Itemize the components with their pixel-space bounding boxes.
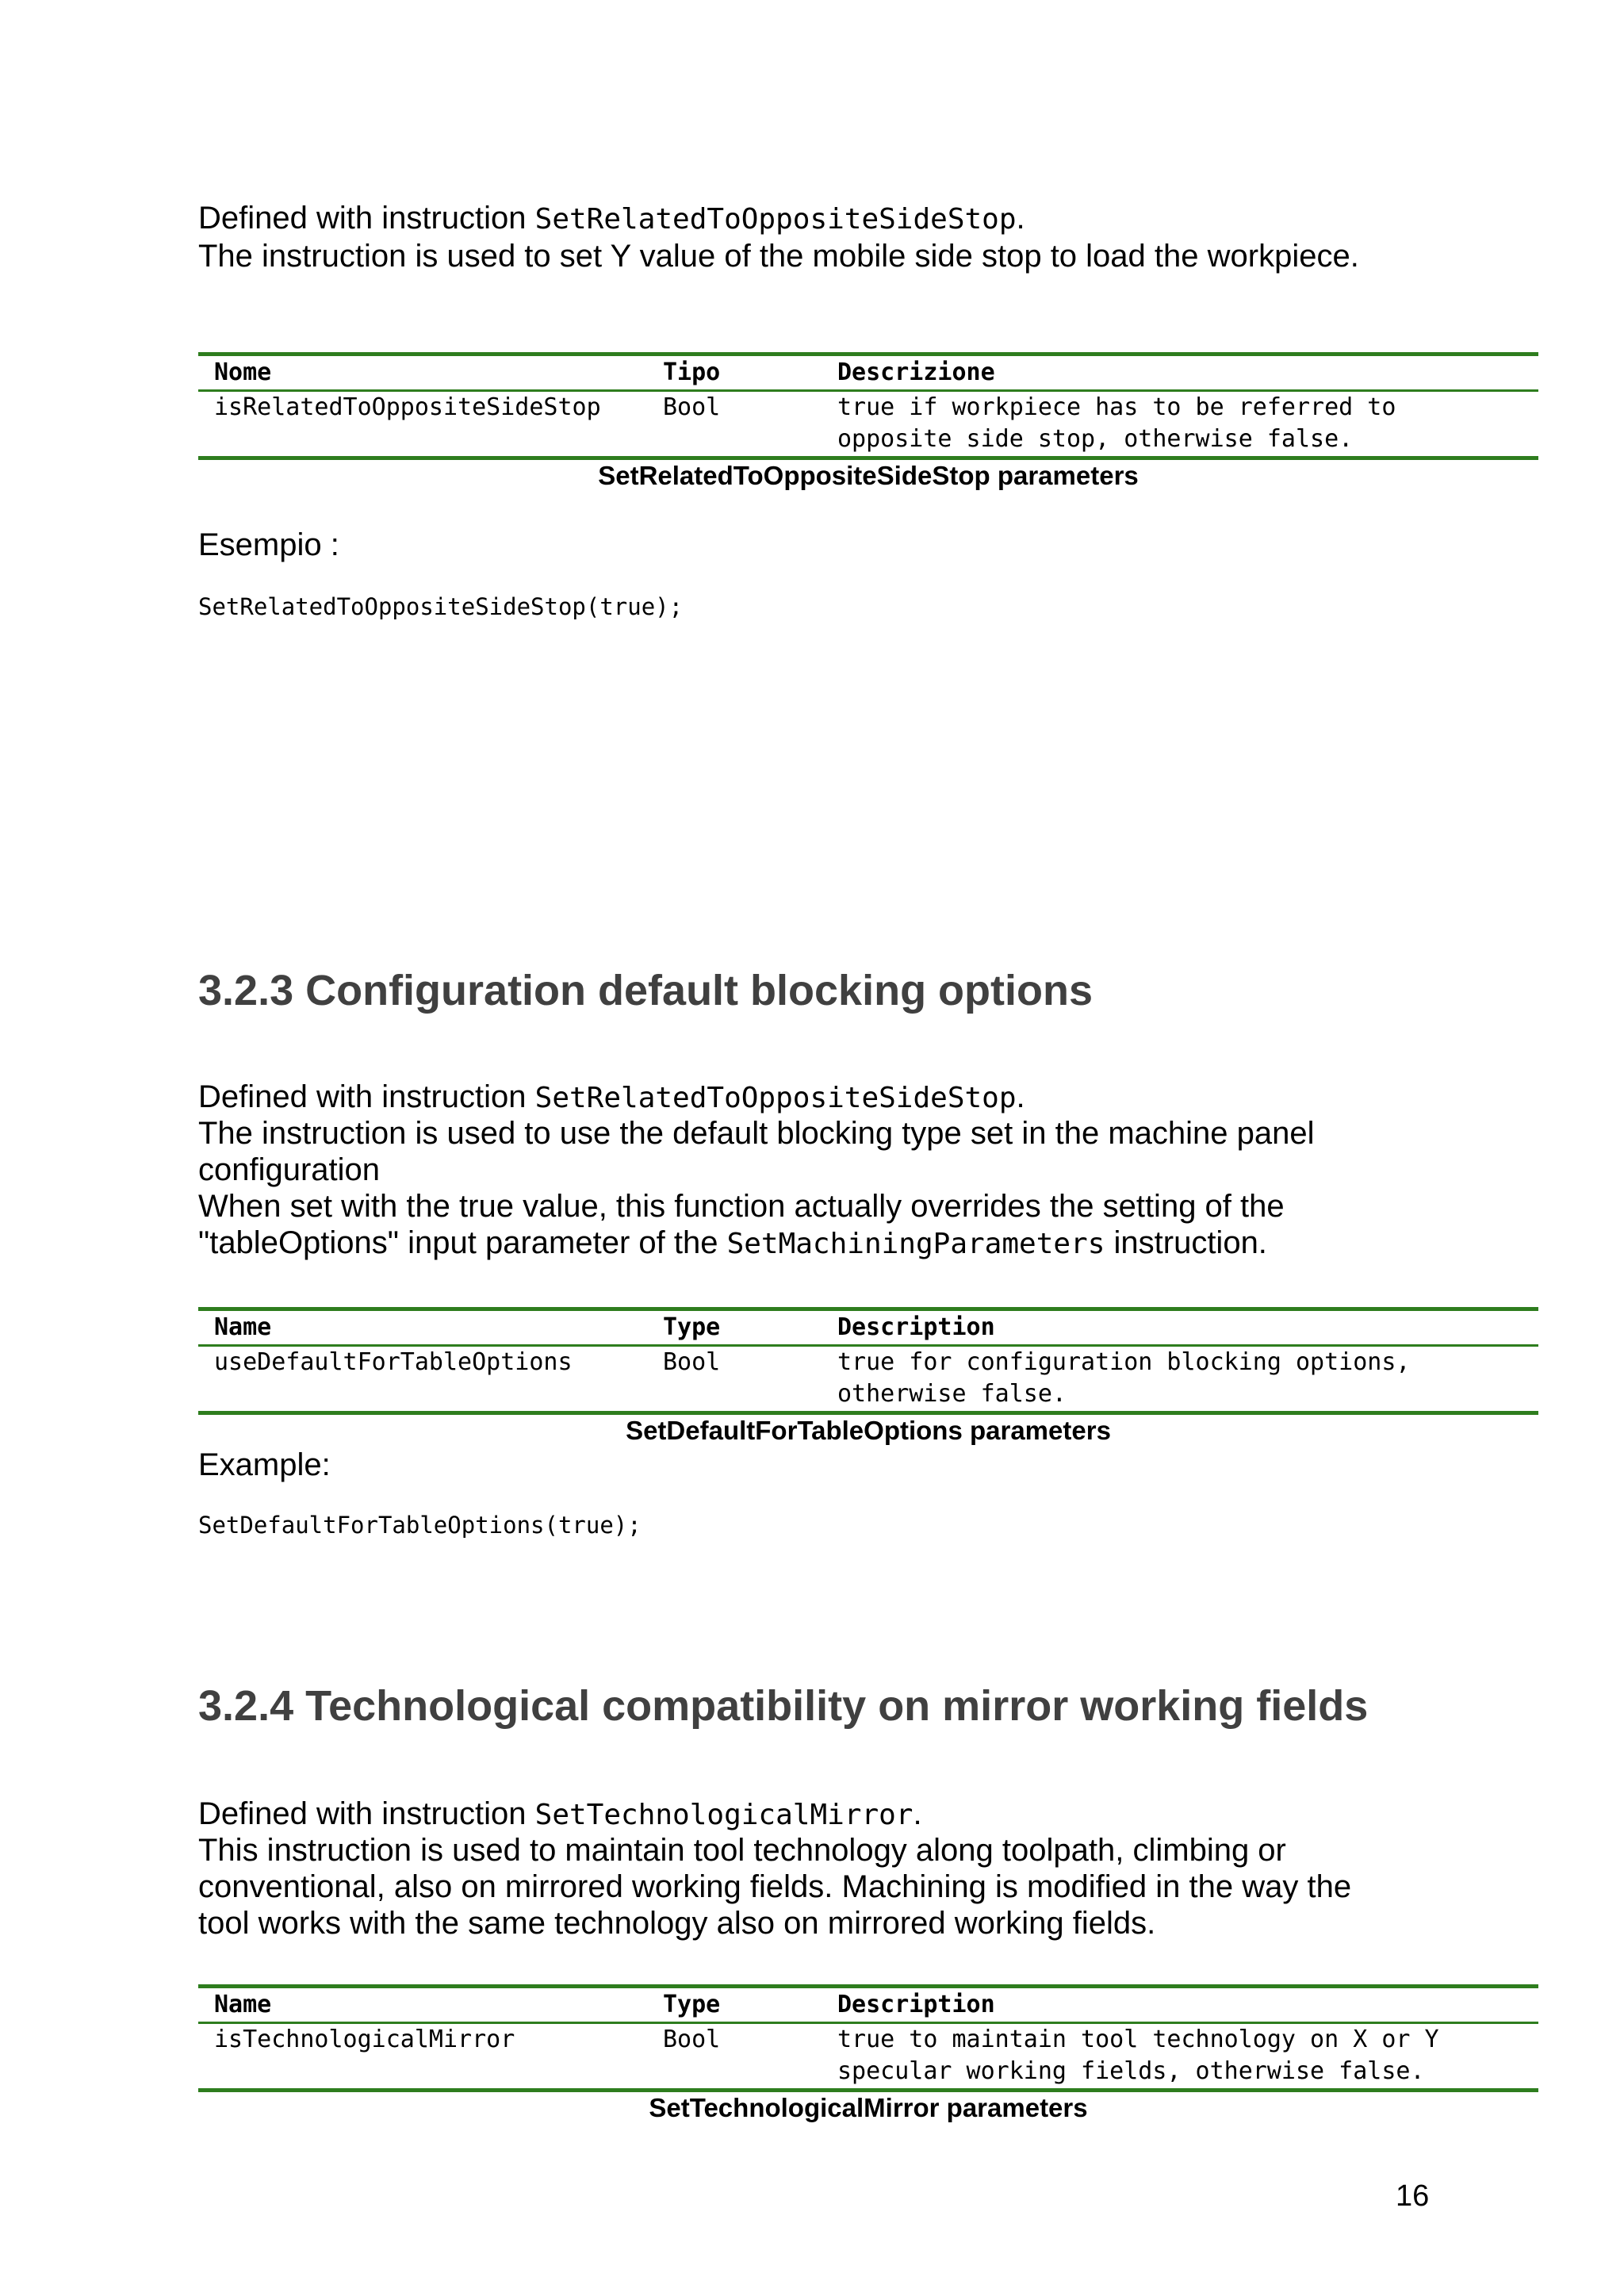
section2-line5: [198, 1225, 1499, 1263]
param-name: isRelatedToOppositeSideStop: [214, 393, 601, 421]
header-description: Description: [837, 1313, 995, 1341]
section3-intro: [198, 1796, 1499, 1834]
instruction-code: SetRelatedToOppositeSideStop: [534, 1082, 1017, 1114]
header-name: Name: [214, 1313, 272, 1341]
example-code: SetRelatedToOppositeSideStop(true);: [198, 593, 684, 620]
example-code: SetDefaultForTableOptions(true);: [198, 1512, 642, 1539]
param-type: Bool: [663, 393, 721, 421]
table-caption: SetTechnologicalMirror parameters: [649, 2093, 1088, 2122]
example-label: Esempio :: [198, 527, 339, 562]
param-desc-line2: specular working fields, otherwise false.: [837, 2057, 1425, 2085]
section2-intro: [198, 1079, 1499, 1117]
instruction-code: SetMachiningParameters: [726, 1228, 1105, 1260]
table-caption: SetRelatedToOppositeSideStop parameters: [598, 461, 1139, 490]
section2-line2: The instruction is used to use the default blocking type set in the machine panel: [198, 1116, 1315, 1151]
section3-line4: tool works with the same technology also on mirrored working fields.: [198, 1906, 1156, 1941]
intro-suffix: .: [913, 1796, 922, 1831]
section3-line2: This instruction is used to maintain tool technology along toolpath, climbing or: [198, 1833, 1286, 1868]
intro-suffix: .: [1016, 201, 1025, 236]
intro-text: Defined with instruction: [198, 1796, 535, 1831]
table-bottom-rule: [198, 456, 1538, 460]
param-desc-line1: true for configuration blocking options,: [837, 1348, 1411, 1376]
instruction-code: SetRelatedToOppositeSideStop: [534, 203, 1017, 236]
header-type: Tipo: [663, 358, 721, 386]
header-type: Type: [663, 1991, 721, 2018]
param-desc-line2: otherwise false.: [837, 1380, 1067, 1408]
intro-suffix: .: [1016, 1079, 1025, 1114]
param-name: useDefaultForTableOptions: [214, 1348, 573, 1376]
table-top-rule: [198, 1984, 1538, 1988]
intro-text: Defined with instruction: [198, 1079, 535, 1114]
intro-text: Defined with instruction: [198, 201, 535, 236]
param-desc-line2: opposite side stop, otherwise false.: [837, 425, 1354, 453]
section1-description: The instruction is used to set Y value of the mobile side stop to load the workpiece.: [198, 239, 1359, 274]
param-name: isTechnologicalMirror: [214, 2026, 515, 2053]
param-type: Bool: [663, 1348, 721, 1376]
table-bottom-rule: [198, 1411, 1538, 1415]
page-number: 16: [1396, 2179, 1430, 2213]
table-top-rule: [198, 352, 1538, 356]
header-name: Nome: [214, 358, 272, 386]
param-desc-line1: true to maintain tool technology on X or Y: [837, 2026, 1439, 2053]
header-name: Name: [214, 1991, 272, 2018]
line5-text: "tableOptions" input parameter of the: [198, 1225, 727, 1260]
section2-line4: When set with the true value, this function actually overrides the setting of the: [198, 1189, 1285, 1224]
table-top-rule: [198, 1307, 1538, 1311]
table-caption: SetDefaultForTableOptions parameters: [626, 1416, 1111, 1445]
section2-line3: configuration: [198, 1152, 381, 1187]
instruction-code: SetTechnologicalMirror: [534, 1799, 914, 1831]
line5-suffix: instruction.: [1105, 1225, 1267, 1260]
section-heading: 3.2.3 Configuration default blocking options: [198, 967, 1094, 1014]
header-type: Type: [663, 1313, 721, 1341]
table-bottom-rule: [198, 2088, 1538, 2092]
section1-intro: [198, 200, 1499, 238]
param-type: Bool: [663, 2026, 721, 2053]
section3-line3: conventional, also on mirrored working fields. Machining is modified in the way the: [198, 1869, 1352, 1904]
header-description: Description: [837, 1991, 995, 2018]
example-label: Example:: [198, 1447, 331, 1482]
section-heading: 3.2.4 Technological compatibility on mirror working fields: [198, 1682, 1369, 1730]
header-description: Descrizione: [837, 358, 995, 386]
param-desc-line1: true if workpiece has to be referred to: [837, 393, 1396, 421]
